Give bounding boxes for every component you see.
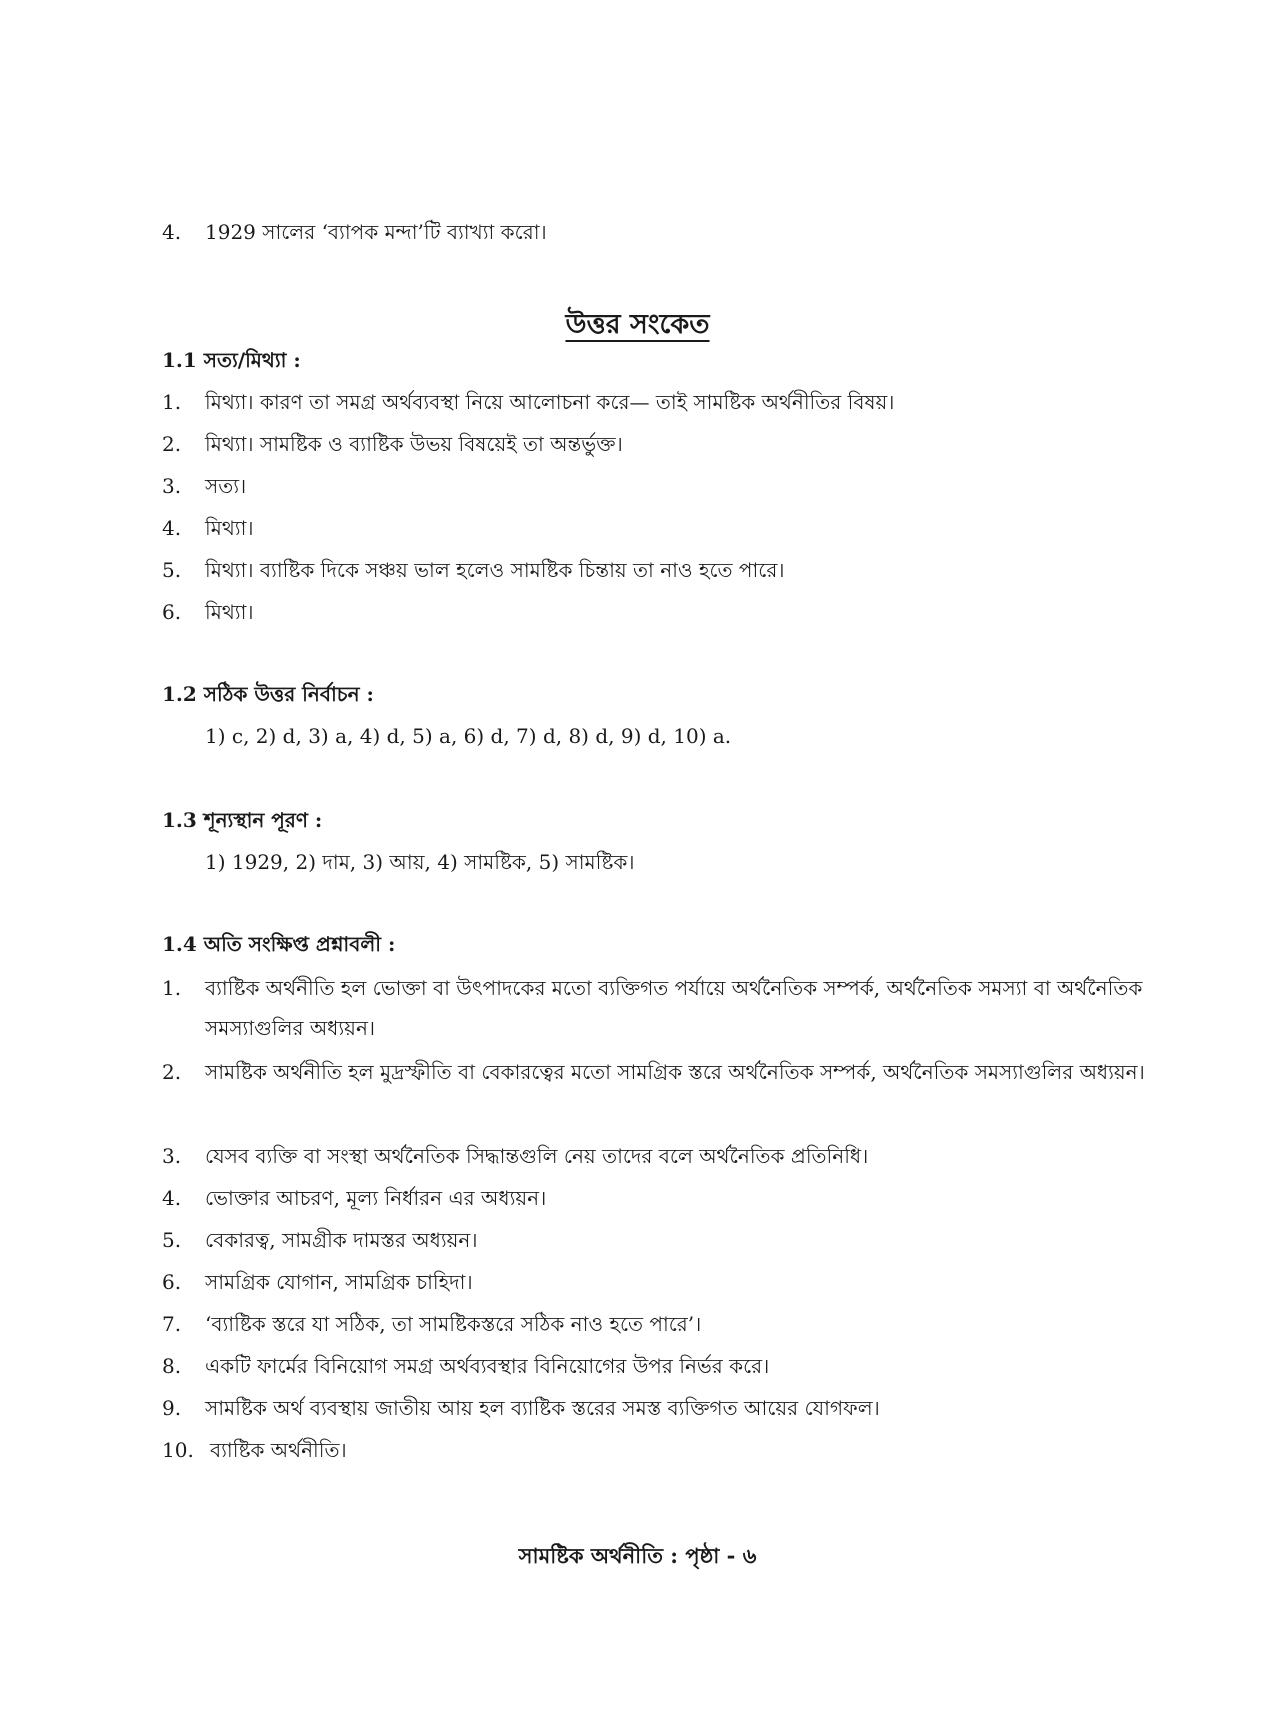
item-text: 1929 সালের ‘ব্যাপক মন্দা’টি ব্যাখ্যা করো। xyxy=(205,220,547,244)
answer-key-heading: উত্তর সংকেত xyxy=(565,309,710,340)
section-title-1-4: 1.4 অতি সংক্ষিপ্ত প্রশ্নাবলী : xyxy=(162,932,396,956)
mcq-answers: 1) c, 2) d, 3) a, 4) d, 5) a, 6) d, 7) d, 8) d, 9) d, 10) a. xyxy=(205,724,732,748)
section-title-1-2: 1.2 সঠিক উত্তর নির্বাচন : xyxy=(162,682,374,706)
fill-blank-answers: 1) 1929, 2) দাম, 3) আয়, 4) সামষ্টিক, 5) সামষ্টিক। xyxy=(205,850,635,874)
section-title-1-1: 1.1 সত্য/মিথ্যা : xyxy=(162,348,301,372)
page-footer: সামষ্টিক অর্থনীতি : পৃষ্ঠা - ৬ xyxy=(518,1543,757,1568)
item-number: 4. xyxy=(162,220,182,244)
section-title-1-3: 1.3 শূন্যস্থান পূরণ : xyxy=(162,808,323,832)
document-page: 4. 1929 সালের ‘ব্যাপক মন্দা’টি ব্যাখ্যা করো। উত্তর সংকেত 1.1 সত্য/মিথ্যা : 1. মিথ্যা। কারণ তা সমগ্র অর্থব্যবস্থা নিয়ে আলোচনা করে— তাই সামষ্টিক অর্থনীতির বিষয়। 2. মিথ্যা। সামষ্টিক ও ব্যাষ্টিক উভয় বিষয়েই তা অন্তর্ভুক্ত। 3. সত্য। 4. মিথ্যা। 5. মিথ্যা। ব্যাষ্টিক দিকে সঞ্চয় ভাল হলেও সামষ্টিক চিন্তায় তা নাও হতে পারে। 6. মিথ্যা। 1.2 সঠিক উত্তর নির্বাচন : 1) c, 2) d, 3) a, 4) d, 5) a, 6) d, 7) d, 8) d, 9) d, 10) a. 1.3 শূন্যস্থান পূরণ : 1) 1929, 2) দাম, 3) আয়, 4) সামষ্টিক, 5) সামষ্টিক। 1.4 অতি সংক্ষিপ্ত প্রশ্নাবলী : 1. ব্যাষ্টিক অর্থনীতি হল ভোক্তা বা উৎপাদকের মতো ব্যক্তিগত পর্যায়ে অর্থনৈতিক সম্পর্ক, অর্থনৈতিক সমস্যা বা অর্থনৈতিক সমস্যাগুলির অধ্যয়ন। 2. সামষ্টিক অর্থনীতি হল মুদ্রস্ফীতি বা বেকারত্বের মতো সামগ্রিক স্তরে অর্থনৈতিক সম্পর্ক, অর্থনৈতিক সমস্যাগুলির অধ্যয়ন। 3. যেসব ব্যক্তি বা সংস্থা অর্থনৈতিক সিদ্ধান্তগুলি নেয় তাদের বলে অর্থনৈতিক প্রতিনিধি। 4. ভোক্তার আচরণ, মূল্য নির্ধারন এর অধ্যয়ন। 5. বেকারত্ব, সামগ্রীক দামস্তর অধ্যয়ন। 6. সামগ্রিক যোগান, সামগ্রিক চাহিদা। 7. ‘ব্যাষ্টিক স্তরে যা সঠিক, তা সামষ্টিকস্তরে সঠিক নাও হতে পারে’। 8. একটি ফার্মের বিনিয়োগ সমগ্র অর্থব্যবস্থার বিনিয়োগের উপর নির্ভর করে। 9. সামষ্টিক অর্থ ব্যবস্থায় জাতীয় আয় হল ব্যাষ্টিক স্তরের সমস্ত ব্যক্তিগত আয়ের যোগফল। 10. ব্যাষ্টিক অর্থনীতি। সামষ্টিক অর্থনীতি : পৃষ্ঠা - ৬ xyxy=(0,0,1275,1710)
